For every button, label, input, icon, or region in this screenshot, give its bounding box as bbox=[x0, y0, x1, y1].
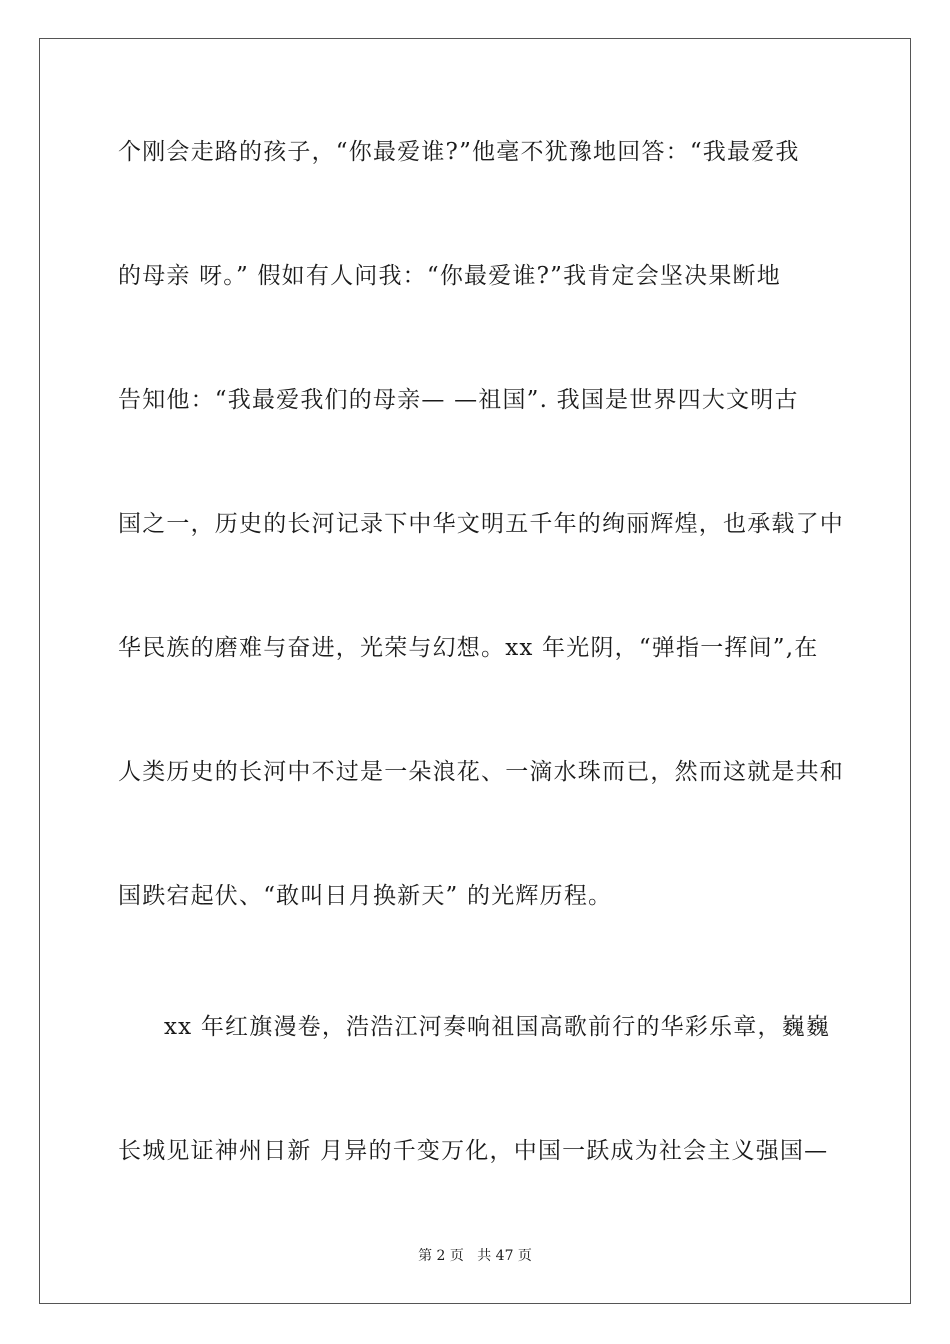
body-text-line: 华民族的磨难与奋进，光荣与幻想。xx 年光阴，“弹指一挥间”,在 bbox=[118, 635, 819, 661]
body-text-line: 国之一，历史的长河记录下中华文明五千年的绚丽辉煌，也承载了中 bbox=[118, 511, 844, 537]
body-text-line: 人类历史的长河中不过是一朵浪花、一滴水珠而已，然而这就是共和 bbox=[118, 759, 844, 785]
body-text-line: 的母亲 呀。” 假如有人问我：“你最爱谁?”我肯定会坚决果断地 bbox=[118, 263, 781, 289]
page-border bbox=[39, 38, 911, 1304]
body-text-line: 国跌宕起伏、“敢叫日月换新天” 的光辉历程。 bbox=[118, 883, 613, 909]
body-text-line: 告知他：“我最爱我们的母亲— —祖国”. 我国是世界四大文明古 bbox=[118, 387, 799, 413]
page-number-footer: 第 2 页 共 47 页 bbox=[418, 1248, 532, 1264]
paragraph-first-line: xx 年红旗漫卷，浩浩江河奏响祖国高歌前行的华彩乐章，巍巍 bbox=[164, 1014, 831, 1040]
body-text-line: 长城见证神州日新 月异的千变万化，中国一跃成为社会主义强国— bbox=[118, 1138, 829, 1164]
body-text-line: 个刚会走路的孩子，“你最爱谁?”他毫不犹豫地回答：“我最爱我 bbox=[118, 139, 800, 165]
